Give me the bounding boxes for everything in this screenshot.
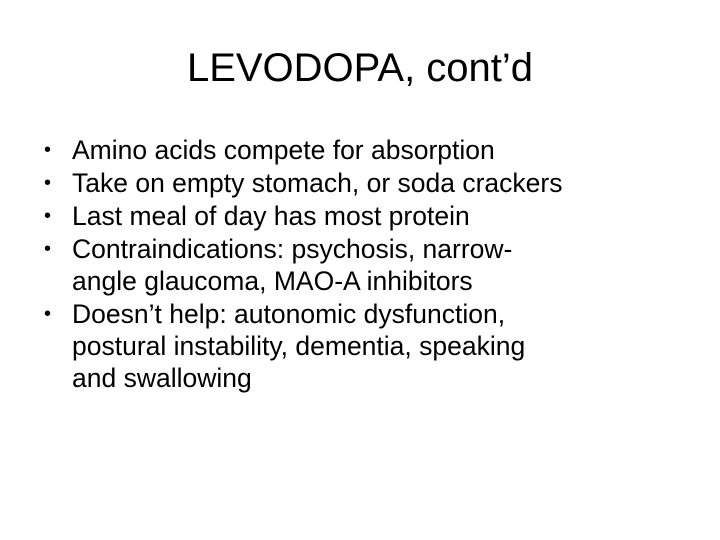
bullet-text: Amino acids compete for absorption bbox=[72, 135, 495, 165]
bullet-item-doesnt-help bbox=[44, 298, 684, 394]
bullet-text-line: postural instability, dementia, speaking bbox=[72, 331, 526, 361]
bullet-text-line: Contraindications: psychosis, narrow- bbox=[72, 234, 513, 264]
bullet-list bbox=[44, 134, 684, 395]
bullet-text: Last meal of day has most protein bbox=[72, 201, 470, 231]
bullet-item-contraindications bbox=[44, 233, 684, 297]
bullet-text: Take on empty stomach, or soda crackers bbox=[72, 168, 563, 198]
bullet-icon: • bbox=[44, 205, 52, 227]
bullet-item-last-meal bbox=[44, 200, 684, 232]
bullet-icon: • bbox=[44, 172, 52, 194]
bullet-text-line: and swallowing bbox=[72, 363, 252, 393]
bullet-text-line: angle glaucoma, MAO-A inhibitors bbox=[72, 266, 473, 296]
bullet-icon: • bbox=[44, 303, 52, 325]
slide-title: LEVODOPA, cont’d bbox=[186, 46, 534, 90]
bullet-icon: • bbox=[44, 238, 52, 260]
bullet-item-amino-acids bbox=[44, 134, 684, 166]
bullet-icon: • bbox=[44, 139, 52, 161]
bullet-item-empty-stomach bbox=[44, 167, 684, 199]
bullet-text-line: Doesn’t help: autonomic dysfunction, bbox=[72, 299, 506, 329]
